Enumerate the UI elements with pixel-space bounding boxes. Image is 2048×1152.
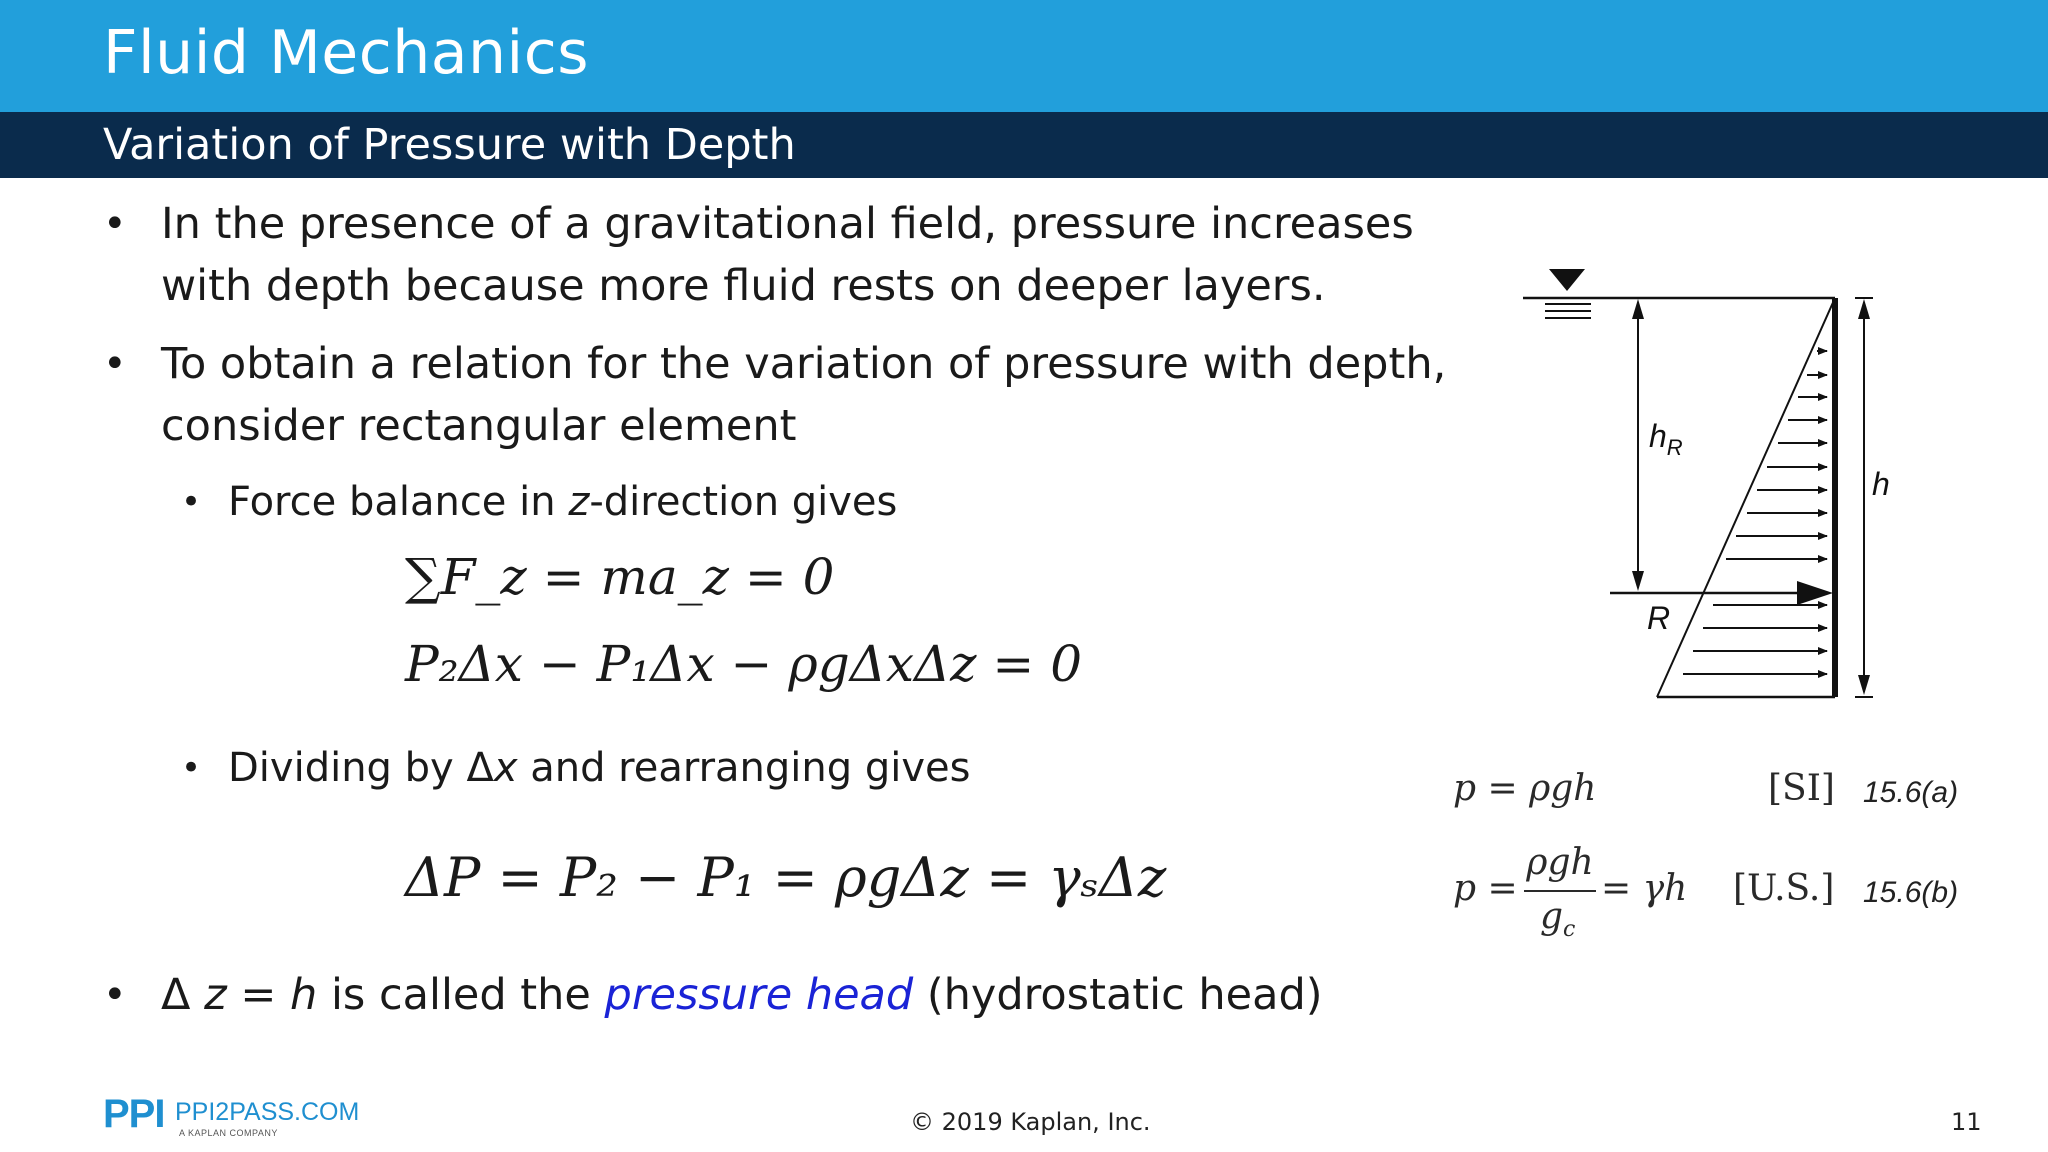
logo-site: PPI2PASS.COM bbox=[175, 1098, 360, 1126]
label-h: h bbox=[1872, 466, 1890, 502]
bullet-dot: • bbox=[181, 482, 202, 522]
sub-bullet-variable: z bbox=[568, 479, 590, 525]
sub-bullet-text: Force balance in bbox=[228, 479, 569, 525]
equation-force-balance bbox=[405, 635, 1082, 693]
bullet-text-line: To obtain a relation for the variation of pressure with depth, bbox=[161, 339, 1447, 389]
bullet-variable: z bbox=[204, 970, 227, 1020]
equation-text: ∑F_z = ma_z = 0 bbox=[405, 548, 835, 606]
formula-si-unit: [SI] bbox=[1768, 768, 1835, 809]
bullet-variable: h bbox=[290, 970, 318, 1020]
bullet-gravity bbox=[103, 193, 1414, 317]
sub-bullet-variable: x bbox=[493, 745, 518, 791]
bullet-pressure-head bbox=[103, 964, 1323, 1026]
pressure-distribution-line bbox=[1657, 298, 1835, 697]
equation-text: ΔP = P₂ − P₁ = ρgΔz = γₛΔz bbox=[405, 846, 1167, 909]
bullet-dot: • bbox=[103, 341, 127, 387]
formula-us-numerator: ρgh bbox=[1526, 842, 1594, 883]
formula-us-unit: [U.S.] bbox=[1733, 868, 1835, 909]
highlighted-term: pressure head bbox=[604, 970, 914, 1020]
formula-us-rhs: = γh bbox=[1601, 868, 1688, 909]
sub-bullet-text: Dividing by Δ bbox=[228, 745, 494, 791]
hydrostatic-diagram bbox=[1505, 255, 1905, 715]
h-dimension-arrow bbox=[1855, 298, 1873, 697]
formula-us-denominator bbox=[1540, 896, 1575, 942]
formula-si: p = ρgh bbox=[1453, 768, 1597, 809]
resultant-force-arrow bbox=[1610, 581, 1833, 605]
bullet-text: is called the bbox=[317, 970, 605, 1020]
formula-us-lhs: p = bbox=[1453, 868, 1518, 909]
page-number: 11 bbox=[1951, 1108, 1982, 1136]
denominator-g: g bbox=[1540, 896, 1564, 937]
bullet-dot: • bbox=[103, 201, 127, 247]
fraction-bar bbox=[1524, 890, 1596, 892]
formula-us-number: 15.6(b) bbox=[1863, 876, 1959, 909]
hR-dimension-arrow bbox=[1632, 299, 1644, 591]
sub-bullet-text: -direction gives bbox=[589, 479, 898, 525]
slide-title: Fluid Mechanics bbox=[103, 18, 589, 88]
equation-force-sum bbox=[405, 548, 834, 606]
sub-bullet-dividing bbox=[181, 741, 971, 795]
slide-subtitle: Variation of Pressure with Depth bbox=[103, 120, 796, 170]
bullet-text: = bbox=[226, 970, 291, 1020]
bullet-text-line: with depth because more fluid rests on deeper layers. bbox=[161, 261, 1326, 311]
label-R: R bbox=[1647, 600, 1671, 636]
bullet-relation bbox=[103, 333, 1447, 457]
free-surface-icon bbox=[1545, 269, 1591, 318]
equation-text: P₂Δx − P₁Δx − ρgΔxΔz = 0 bbox=[405, 635, 1083, 693]
bullet-text-line: consider rectangular element bbox=[161, 401, 797, 451]
subtitle-bar bbox=[0, 112, 2048, 178]
bullet-dot: • bbox=[103, 972, 127, 1018]
denominator-subscript: c bbox=[1563, 917, 1576, 943]
label-hR: $h_R$ bbox=[1649, 418, 1683, 460]
copyright-text: © 2019 Kaplan, Inc. bbox=[910, 1108, 1151, 1136]
title-bar bbox=[0, 0, 2048, 112]
pressure-arrows bbox=[1683, 351, 1827, 674]
formula-si-number: 15.6(a) bbox=[1863, 776, 1959, 809]
equation-pressure-difference bbox=[405, 846, 1166, 909]
bullet-text-line: In the presence of a gravitational field, pressure increases bbox=[161, 199, 1414, 249]
logo-tagline: A KAPLAN COMPANY bbox=[179, 1128, 278, 1138]
bullet-text: Δ bbox=[161, 970, 205, 1020]
bullet-dot: • bbox=[181, 748, 202, 788]
sub-bullet-force-balance bbox=[181, 475, 898, 529]
logo-ppi: PPI bbox=[103, 1092, 165, 1136]
sub-bullet-text: and rearranging gives bbox=[517, 745, 971, 791]
bullet-text: (hydrostatic head) bbox=[913, 970, 1323, 1020]
